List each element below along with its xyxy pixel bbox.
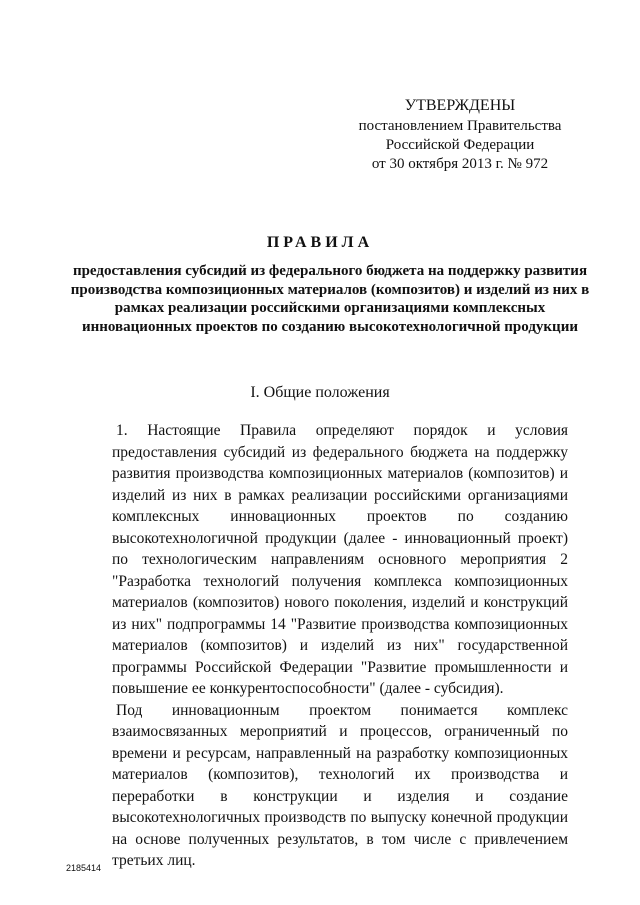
- approval-line-2: Российской Федерации: [385, 137, 535, 153]
- approval-line-1: постановлением Правительства: [358, 118, 562, 134]
- paragraph-1: 1. Настоящие Правила определяют порядок и условия предоставления субсидий из федерального бюджета на поддержку развития производства композиционных материалов (композитов) и изделий из них в рамках реализации российскими организациями комплексных инновационных проектов по созданию высокотехнологичной продукции (далее - инновационный проект) по технологическим направлениям основного мероприятия 2 "Разработка технологий получения комплекса композиционных материалов (композитов) нового поколения, изделий и конструкций из них" подпрограммы 14 "Развитие производства композиционных материалов (композитов) и изделий из них" государственной программы Российской Федерации "Развитие промышленности и повышение ее конкурентоспособности" (далее - субсидия).: [112, 422, 568, 697]
- document-title: ПРАВИЛА: [266, 234, 374, 251]
- approval-block: [340, 96, 580, 174]
- document-subtitle: предоставления субсидий из федерального бюджета на поддержку развития производства композиционных материалов (композитов) и изделий из них в рамках реализации российскими организациями комплексных инновационных проектов по созданию высокотехнологичной продукции: [70, 263, 590, 335]
- approval-line-3: от 30 октября 2013 г. № 972: [371, 156, 549, 172]
- paragraph-2: Под инновационным проектом понимается комплекс взаимосвязанных мероприятий и процессов, ограниченный по времени и ресурсам, направленный на разработку композиционных материалов (композитов), технологий их производства и переработки в конструкции и изделия и создание высокотехнологичных производств по выпуску конечной продукции на основе полученных результатов, в том числе с привлечением третьих лиц.: [112, 701, 568, 869]
- approval-heading: УТВЕРЖДЕНЫ: [404, 97, 516, 114]
- section-heading: I. Общие положения: [250, 384, 390, 401]
- footer-document-code: 2185414: [66, 863, 102, 873]
- document-body: [112, 420, 568, 872]
